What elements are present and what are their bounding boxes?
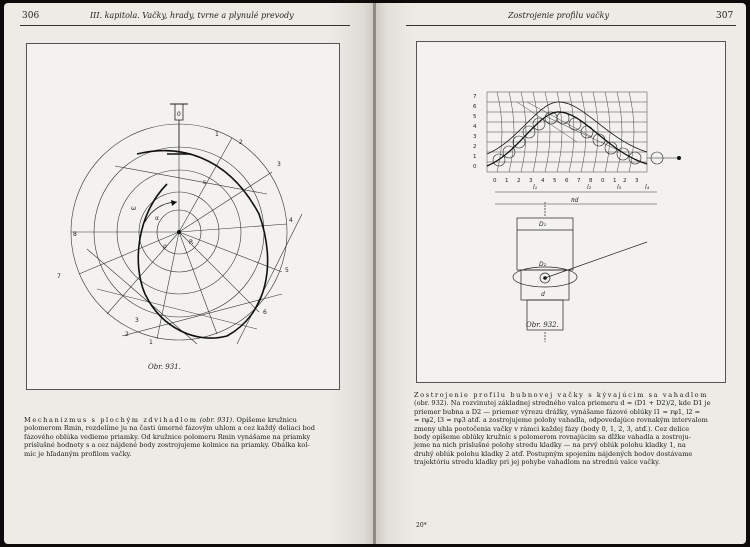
svg-text:0: 0 xyxy=(601,178,605,184)
svg-text:1: 1 xyxy=(215,131,219,138)
figure-932-drawing xyxy=(417,42,725,382)
right-line-4: zmeny uhla pootočenia vačky v rámci každej fázy (body 0, 1, 2, 3, atď.). Cez delice xyxy=(414,424,690,433)
svg-text:2: 2 xyxy=(623,178,627,184)
svg-text:5: 5 xyxy=(473,114,477,120)
svg-text:6: 6 xyxy=(263,309,267,316)
figure-931-frame xyxy=(26,43,340,390)
figure-931-caption: Obr. 931. xyxy=(148,363,181,371)
svg-text:8: 8 xyxy=(73,231,77,238)
right-running-head: Zostrojenie profilu vačky xyxy=(508,11,610,20)
book-spread xyxy=(4,3,746,544)
right-line-3: = rφ2, l3 = rφ3 atď. a zostrojujeme polohy vahadla, odpovedajúce rovnakým intervalom xyxy=(414,416,708,425)
svg-text:l₁: l₁ xyxy=(533,184,538,191)
left-running-head: III. kapitola. Vačky, hrady, tvrne a plynulé prevody xyxy=(90,11,294,20)
right-line-7: druhý oblúk polohu kladky 2 atď. Postupným spojením nájdených bodov dostávame xyxy=(414,449,693,458)
left-line-5: míc je hľadaným profilom vačky. xyxy=(24,449,132,458)
left-line-4: príslušné hodnoty s a cez nájdené body zostrojujeme kolmice na priamky. Obálka kol- xyxy=(24,441,310,450)
right-footer-signature: 20* xyxy=(416,522,427,529)
svg-text:8: 8 xyxy=(589,178,593,184)
right-line-5: body opíšeme oblúky kružníc s polomerom rovnajúcim sa dĺžke vahadla a zostroju- xyxy=(414,433,691,442)
svg-text:3: 3 xyxy=(529,178,533,184)
svg-text:5: 5 xyxy=(553,178,557,184)
svg-text:D₁: D₁ xyxy=(539,221,547,228)
svg-text:3: 3 xyxy=(473,134,477,140)
figure-931-drawing xyxy=(27,44,339,389)
right-page xyxy=(376,3,746,544)
svg-text:0: 0 xyxy=(493,178,497,184)
svg-text:0: 0 xyxy=(473,164,477,170)
svg-text:1: 1 xyxy=(505,178,509,184)
svg-text:πd: πd xyxy=(571,197,579,204)
svg-text:2: 2 xyxy=(517,178,521,184)
svg-text:5: 5 xyxy=(285,267,289,274)
left-page xyxy=(4,3,374,544)
left-header-rule xyxy=(20,25,350,26)
svg-text:4: 4 xyxy=(289,217,293,224)
svg-text:ω: ω xyxy=(131,205,137,212)
svg-text:l₂: l₂ xyxy=(587,184,592,191)
svg-text:4: 4 xyxy=(473,124,477,130)
right-line-1: (obr. 932). Na rozvinutej základnej stredného valca priemeru d = (D1 + D2)/2, kde D1 je xyxy=(414,399,711,408)
svg-text:0: 0 xyxy=(177,111,181,118)
svg-text:R: R xyxy=(189,239,194,246)
svg-text:2: 2 xyxy=(473,144,477,150)
svg-text:D₂: D₂ xyxy=(539,261,547,268)
right-line-6: jeme na nich príslušné polohy stredu kladky — na prvý oblúk polohu kladky 1, na xyxy=(414,441,686,450)
svg-text:ρ: ρ xyxy=(163,243,167,250)
svg-text:d: d xyxy=(541,291,545,298)
left-line-1: Opíšeme kružnicu xyxy=(236,416,297,424)
svg-text:2: 2 xyxy=(125,331,129,338)
left-paragraph-ref: (obr. 931). xyxy=(199,416,235,424)
left-paragraph xyxy=(24,416,346,458)
svg-text:2: 2 xyxy=(239,139,243,146)
right-header-rule xyxy=(406,25,736,26)
svg-text:7: 7 xyxy=(577,178,581,184)
svg-text:s: s xyxy=(203,179,207,186)
left-paragraph-lead: Mechanizmus s plochým zdvihadlom xyxy=(24,416,198,424)
right-paragraph xyxy=(414,391,726,467)
svg-text:1: 1 xyxy=(613,178,617,184)
left-line-2: polomerom Rmin, rozdelíme ju na časti úmerné fázovým uhlom a cez každý deliaci bod xyxy=(24,424,315,433)
svg-text:7: 7 xyxy=(57,273,61,280)
right-page-number: 307 xyxy=(716,11,734,21)
svg-text:6: 6 xyxy=(565,178,569,184)
svg-text:l₄: l₄ xyxy=(645,184,650,191)
right-line-2: priemer bubna a D2 — priemer výrezu drážky, vynášame fázové oblúky l1 = rφ1, l2 = xyxy=(414,407,701,416)
figure-932-caption: Obr. 932. xyxy=(526,321,559,329)
right-line-8: trajektóriu stredu kladky pri jej pohybe vahadlom na strednú valce vačky. xyxy=(414,458,661,467)
svg-text:l₃: l₃ xyxy=(617,184,622,191)
svg-text:α: α xyxy=(155,215,159,222)
svg-text:6: 6 xyxy=(473,104,477,110)
svg-text:3: 3 xyxy=(635,178,639,184)
left-line-3: fázového oblúka vedieme priamky. Od kružnice polomeru Rmin vynášame na priamky xyxy=(24,432,311,441)
svg-text:1: 1 xyxy=(473,154,477,160)
svg-text:1: 1 xyxy=(149,339,153,346)
svg-text:3: 3 xyxy=(277,161,281,168)
right-paragraph-lead: Zostrojenie profilu bubnovej vačky s kývajúcim sa vahadlom xyxy=(414,391,709,399)
svg-text:4: 4 xyxy=(541,178,545,184)
svg-text:7: 7 xyxy=(473,94,477,100)
figure-932-frame xyxy=(416,41,726,383)
left-page-number: 306 xyxy=(22,11,40,21)
svg-text:3: 3 xyxy=(135,317,139,324)
